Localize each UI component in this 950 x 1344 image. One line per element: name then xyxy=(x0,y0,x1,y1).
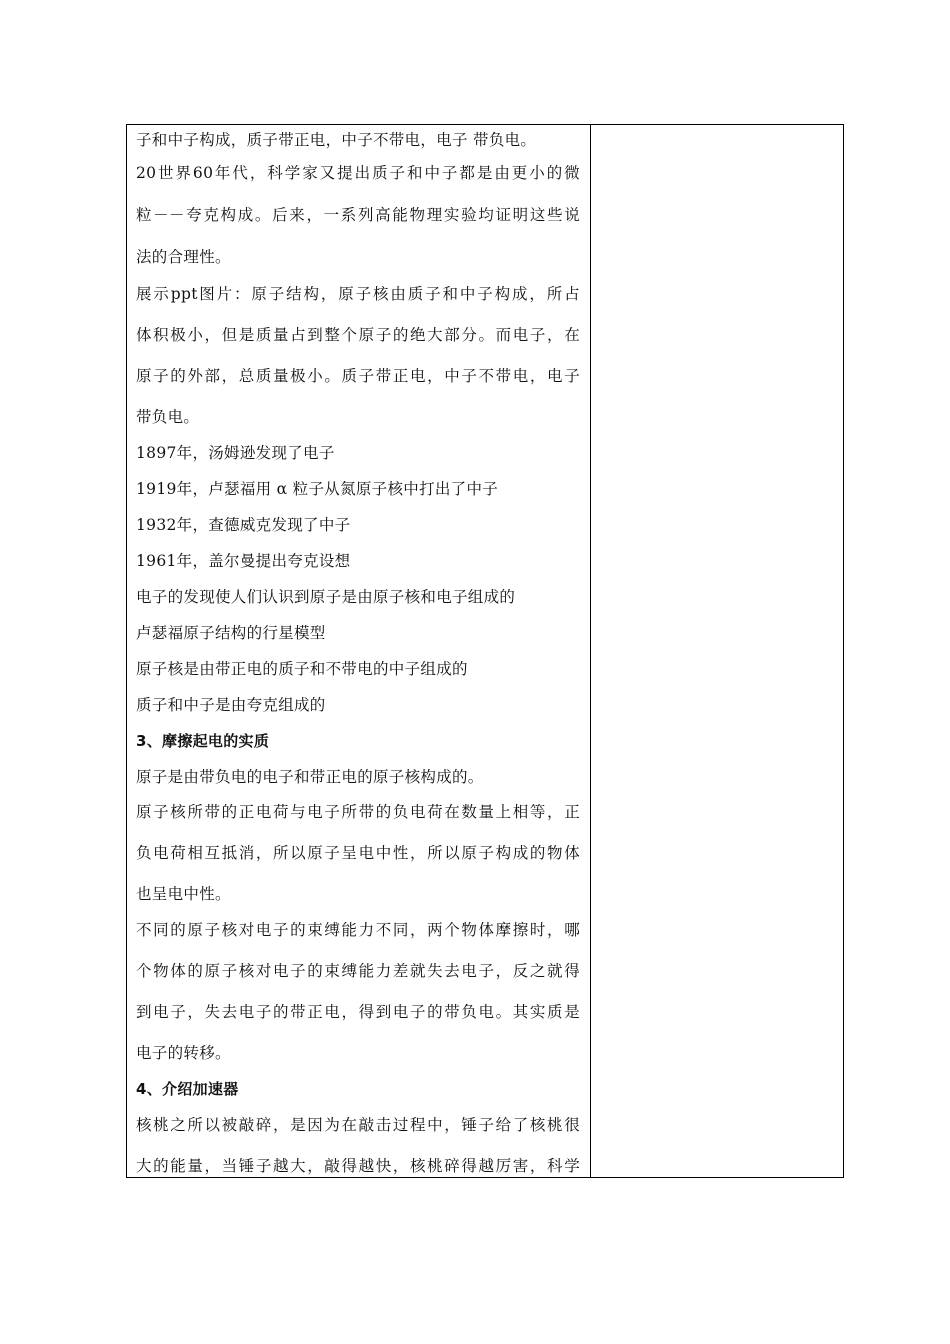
text-line: 质子和中子是由夸克组成的 xyxy=(136,696,326,714)
notes-cell xyxy=(592,125,843,1177)
text-line: 法的合理性。 xyxy=(136,248,231,266)
content-cell xyxy=(136,125,582,1177)
text-line: 1961年，盖尔曼提出夸克设想 xyxy=(136,552,351,570)
text-line: 负电荷相互抵消，所以原子呈电中性，所以原子构成的物体 xyxy=(136,844,580,862)
text-line: 到电子，失去电子的带正电，得到电子的带负电。其实质是 xyxy=(136,1003,580,1021)
text-line: 1919年，卢瑟福用 α 粒子从氮原子核中打出了中子 xyxy=(136,480,499,498)
lesson-table xyxy=(126,124,844,1178)
text-line: 1932年，查德威克发现了中子 xyxy=(136,516,351,534)
text-line: 粒－－夸克构成。后来，一系列高能物理实验均证明这些说 xyxy=(136,206,580,224)
text-line: 也呈电中性。 xyxy=(136,885,231,903)
text-line: 电子的发现使人们认识到原子是由原子核和电子组成的 xyxy=(136,588,516,606)
section-heading: 3、摩擦起电的实质 xyxy=(136,732,270,750)
text-line: 个物体的原子核对电子的束缚能力差就失去电子，反之就得 xyxy=(136,962,580,980)
text-line: 大的能量，当锤子越大，敲得越快，核桃碎得越厉害，科学 xyxy=(136,1157,580,1175)
text-line: 原子的外部，总质量极小。质子带正电，中子不带电，电子 xyxy=(136,367,580,385)
text-line: 展示ppt图片：原子结构，原子核由质子和中子构成，所占 xyxy=(136,285,580,303)
text-line: 体积极小，但是质量占到整个原子的绝大部分。而电子，在 xyxy=(136,326,580,344)
column-divider xyxy=(590,125,591,1177)
text-line: 1897年，汤姆逊发现了电子 xyxy=(136,444,335,462)
text-line: 电子的转移。 xyxy=(136,1044,231,1062)
text-line: 核桃之所以被敲碎，是因为在敲击过程中，锤子给了核桃很 xyxy=(136,1116,580,1134)
text-line: 原子核所带的正电荷与电子所带的负电荷在数量上相等，正 xyxy=(136,803,580,821)
text-line: 卢瑟福原子结构的行星模型 xyxy=(136,624,326,642)
section-heading: 4、介绍加速器 xyxy=(136,1080,239,1098)
text-line: 20世界60年代，科学家又提出质子和中子都是由更小的微 xyxy=(136,164,580,182)
text-line: 子和中子构成，质子带正电，中子不带电，电子 带负电。 xyxy=(136,131,537,149)
text-line: 原子核是由带正电的质子和不带电的中子组成的 xyxy=(136,660,468,678)
text-line: 带负电。 xyxy=(136,408,200,426)
text-line: 不同的原子核对电子的束缚能力不同，两个物体摩擦时，哪 xyxy=(136,921,580,939)
text-line: 原子是由带负电的电子和带正电的原子核构成的。 xyxy=(136,768,484,786)
